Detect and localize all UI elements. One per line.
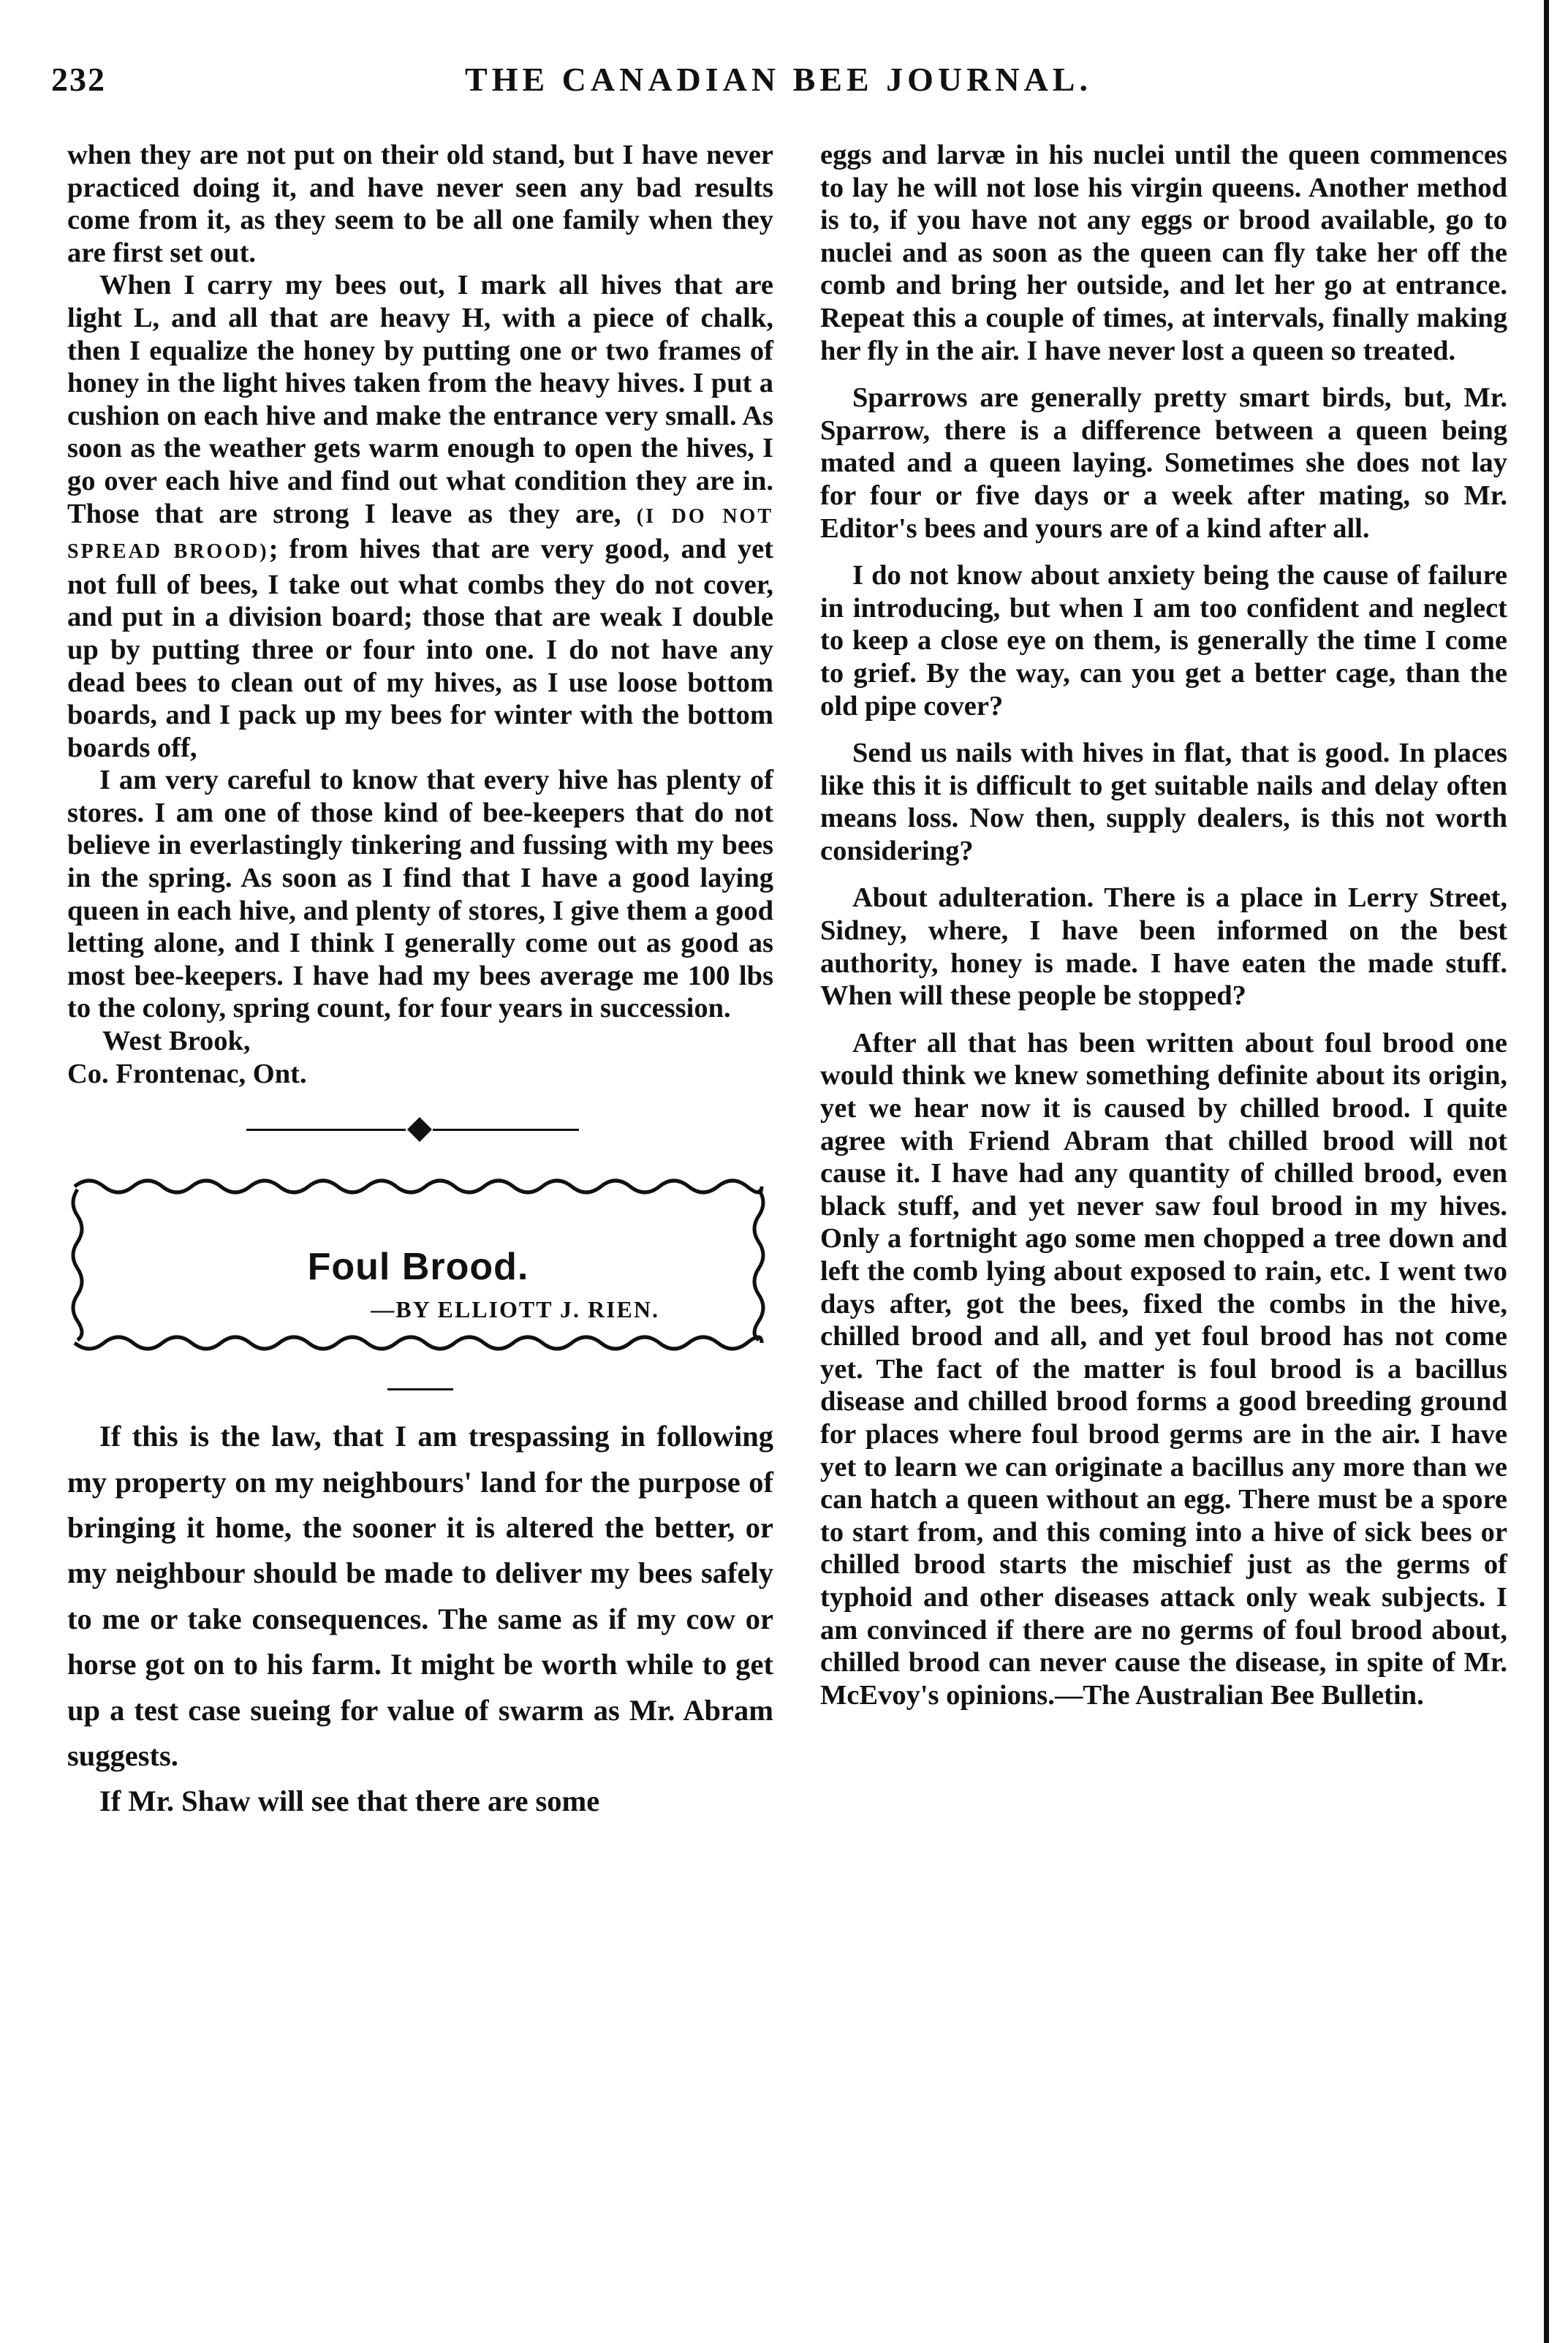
divider-line <box>433 1129 579 1131</box>
signature-line: West Brook, <box>102 1026 251 1057</box>
paragraph: If Mr. Shaw will see that there are some <box>99 1784 600 1818</box>
paragraph: After all that has been written about foul brood one would think we knew something definite about its origin, yet we hear now it is caused by chilled brood. I quite agree with Friend Abram that chilled brood will not cause it. I have had any quantity of chilled brood, even black stuff, and yet never saw foul brood in my hives. Only a fortnight ago some men chopped a tree down and left the comb lying about exposed to rain, etc. I went two days after, got the bees, fixed the combs in the hive, chilled brood and all, and yet foul brood has not come yet. The fact of the matter is foul brood is a bacillus disease and chilled brood forms a good breeding ground for places where foul brood germs are in the air. I have yet to learn we can originate a bacillus any more than we can hatch a queen without an egg. There must be a spore to start from, and this coming into a hive of sick bees or chilled brood starts the mischief just as the germs of typhoid and other diseases attack only weak subjects. I am convinced if there are no germs of foul brood about, chilled brood can never cause the disease, in spite of Mr. McEvoy's opinions.—The Australian Bee Bulletin. <box>820 1027 1507 1711</box>
paragraph: Sparrows are generally pretty smart birds, but, Mr. Sparrow, there is a difference between a queen being mated and a queen laying. Sometimes she does not lay for four or five days or a week after mating, so Mr. Editor's bees and yours are of a kind after all. <box>820 382 1507 544</box>
divider-line <box>246 1129 406 1131</box>
left-column <box>67 139 773 1825</box>
paragraph: when they are not put on their old stand, but I have never practiced doing it, and have never seen any bad results come from it, as they seem to be all one family when they are first set out. <box>67 140 773 268</box>
paragraph <box>67 269 773 764</box>
article-byline: —BY ELLIOTT J. RIEN. <box>371 1296 659 1323</box>
paragraph-text: ; from hives that are very good, and yet not full of bees, I take out what combs they do not cover, and put in a division board; those that are weak I double up by putting three or four into one. I do not have any dead bees to clean out of my hives, as I use loose bottom boards, and I pack up my bees for winter with the bottom boards off, <box>67 534 774 763</box>
ornamental-divider <box>67 1115 773 1144</box>
paragraph: I am very careful to know that every hive has plenty of stores. I am one of those kind of bee-keepers that do not believe in everlastingly tinkering and fussing with my bees in the spring. As soon as I find that I have a good laying queen in each hive, and plenty of stores, I give them a good letting alone, and I think I generally come out as good as most bee-keepers. I have had my bees average me 100 lbs to the colony, spring count, for four years in succession. <box>67 765 773 1024</box>
short-divider <box>387 1388 453 1390</box>
paragraph-text: When I carry my bees out, I mark all hives that are light L, and all that are heavy H, with a piece of chalk, then I equalize the honey by putting one or two frames of honey in the light hives taken from the heavy hives. I put a cushion on each hive and make the entrance very small. As soon as the weather gets warm enough to open the hives, I go over each hive and find out what condition they are in. Those that are strong I leave as they are, <box>67 270 773 529</box>
signature-line: Co. Frontenac, Ont. <box>67 1058 307 1089</box>
paragraph: eggs and larvæ in his nuclei until the queen commences to lay he will not lose his virgin queens. Another method is to, if you have not any eggs or brood available, go to nuclei and as soon as the queen can fly take her off the comb and bring her outside, and let her go at entrance. Repeat this a couple of times, at intervals, finally making her fly in the air. I have never lost a queen so treated. <box>820 140 1507 366</box>
paragraph: If this is the law, that I am trespassing in following my property on my neighbours' land for the purpose of bringing it home, the sooner it is altered the better, or my neighbour should be made to deliver my bees safely to me or take consequences. The same as if my cow or horse got on to his farm. It might be worth while to get up a test case sueing for value of swarm as Mr. Abram suggests. <box>67 1420 773 1773</box>
article-title-frame <box>67 1173 769 1356</box>
right-column <box>820 139 1507 1711</box>
page-edge-rule <box>1544 0 1549 2343</box>
paragraph: About adulteration. There is a place in Lerry Street, Sidney, where, I have been informed on the best authority, honey is made. I have eaten the made stuff. When will these people be stopped? <box>820 882 1507 1012</box>
divider-diamond <box>407 1117 432 1142</box>
author-location <box>67 1025 773 1090</box>
page-header <box>51 60 1506 111</box>
small-caps-phrase: (I DO NOT SPREAD BROOD) <box>67 504 773 564</box>
article-title: Foul Brood. <box>307 1246 529 1289</box>
journal-title: THE CANADIAN BEE JOURNAL. <box>465 61 1092 98</box>
paragraph: I do not know about anxiety being the cause of failure in introducing, but when I am too confident and neglect to keep a close eye on them, is generally the time I come to grief. By the way, can you get a better cage, than the old pipe cover? <box>820 560 1507 722</box>
paragraph: Send us nails with hives in flat, that is good. In places like this it is difficult to get suitable nails and delay often means loss. Now then, supply dealers, is this not worth considering? <box>820 738 1507 866</box>
page-number: 232 <box>51 61 106 98</box>
